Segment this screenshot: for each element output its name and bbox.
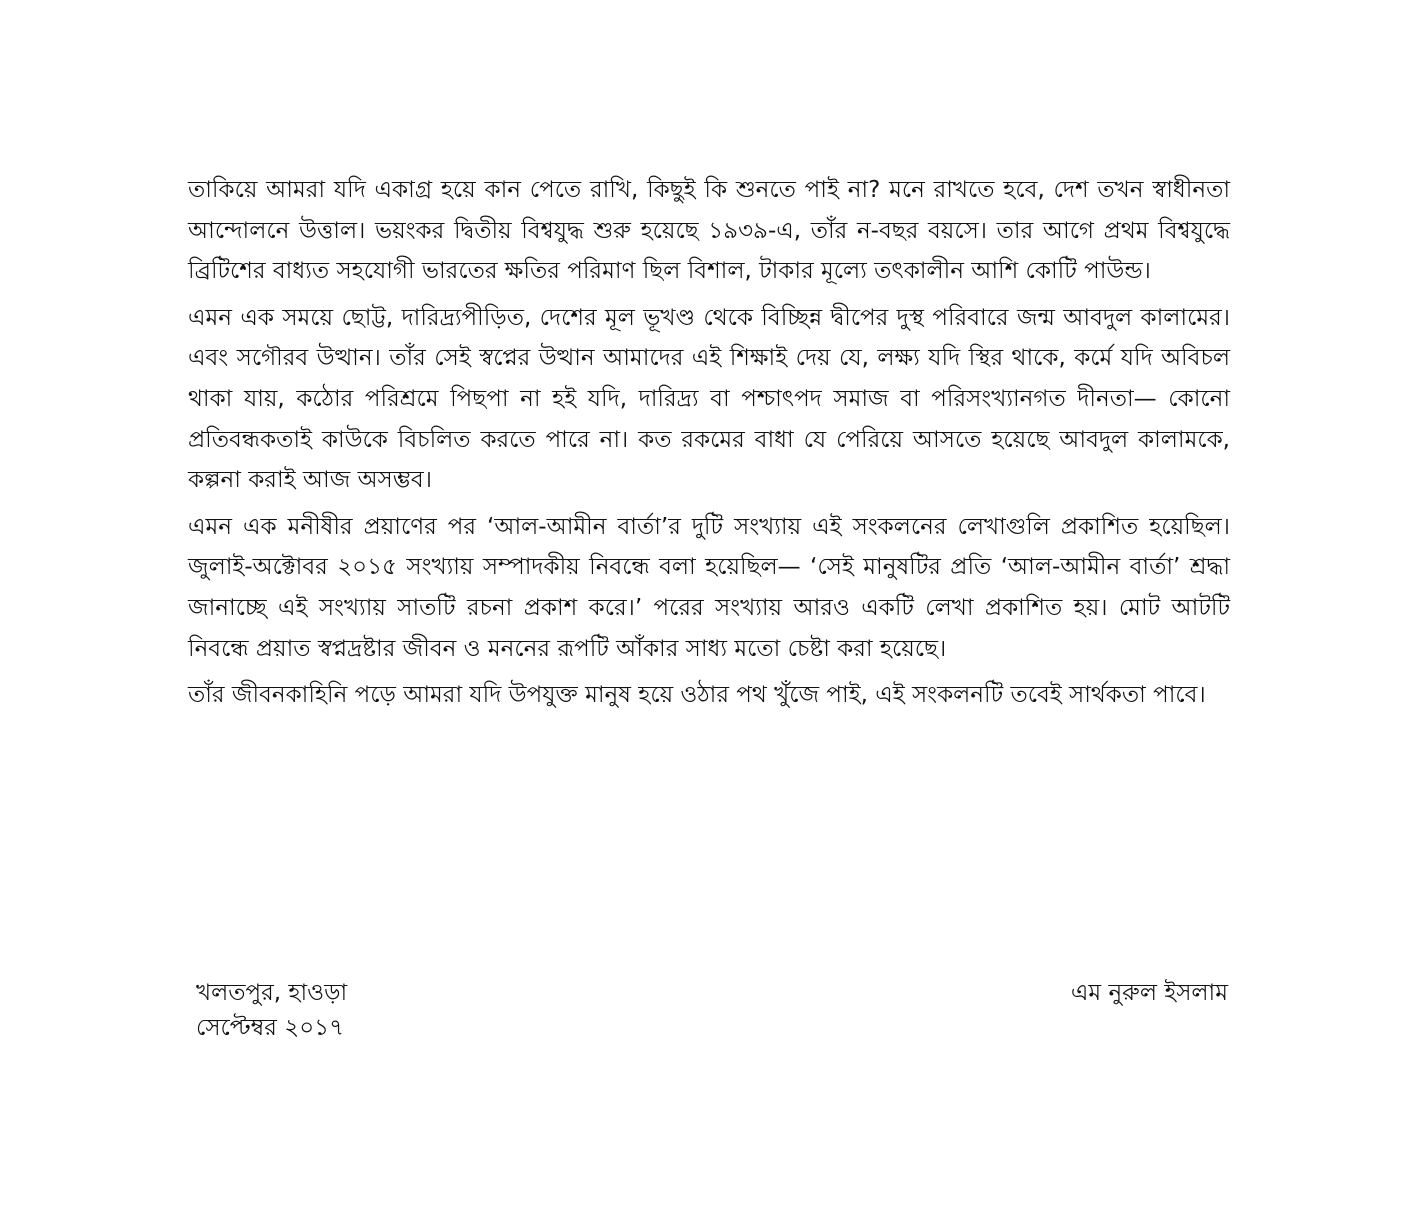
signoff-place-date bbox=[196, 976, 347, 1046]
paragraph-1: তাকিয়ে আমরা যদি একাগ্র হয়ে কান পেতে রাখি, কিছুই কি শুনতে পাই না? মনে রাখতে হবে, দেশ তখন স্বাধীনতা আন্দোলনে উত্তাল। ভয়ংকর দ্বিতীয় বিশ্বযুদ্ধ শুরু হয়েছে ১৯৩৯-এ, তাঁর ন-বছর বয়সে। তার আগে প্রথম বিশ্বযুদ্ধে ব্রিটিশের বাধ্যত সহযোগী ভারতের ক্ষতির পরিমাণ ছিল বিশাল, টাকার মূল্যে তৎকালীন আশি কোটি পাউন্ড। bbox=[188, 177, 1230, 285]
paragraph-4: তাঁর জীবনকাহিনি পড়ে আমরা যদি উপযুক্ত মানুষ হয়ে ওঠার পথ খুঁজে পাই, এই সংকলনটি তবেই সার্থকতা পাবে। bbox=[188, 682, 1206, 709]
paragraph-3: এমন এক মনীষীর প্রয়াণের পর ‘আল-আমীন বার্তা’র দুটি সংখ্যায় এই সংকলনের লেখাগুলি প্রকাশিত হয়েছিল। জুলাই-অক্টোবর ২০১৫ সংখ্যায় সম্পাদকীয় নিবন্ধে বলা হয়েছিল— ‘সেই মানুষটির প্রতি ‘আল-আমীন বার্তা’ শ্রদ্ধা জানাচ্ছে এই সংখ্যায় সাতটি রচনা প্রকাশ করে।’ পরের সংখ্যায় আরও একটি লেখা প্রকাশিত হয়। মোট আটটি নিবন্ধে প্রয়াত স্বপ্নদ্রষ্টার জীবন ও মননের রূপটি আঁকার সাধ্য মতো চেষ্টা করা হয়েছে। bbox=[188, 513, 1230, 662]
signoff-place: খলতপুর, হাওড়া bbox=[196, 980, 348, 1006]
signoff-date: সেপ্টেম্বর ২০১৭ bbox=[196, 1015, 345, 1041]
paragraph-2: এমন এক সময়ে ছোট্ট, দারিদ্র্যপীড়িত, দেশের মূল ভূখণ্ড থেকে বিচ্ছিন্ন দ্বীপের দুস্থ পরিবারে জন্ম আবদুল কালামের। এবং সগৌরব উত্থান। তাঁর সেই স্বপ্নের উত্থান আমাদের এই শিক্ষাই দেয় যে, লক্ষ্য যদি স্থির থাকে, কর্মে যদি অবিচল থাকা যায়, কঠোর পরিশ্রমে পিছপা না হই যদি, দারিদ্র্য বা পশ্চাৎপদ সমাজ বা পরিসংখ্যানগত দীনতা— কোনো প্রতিবন্ধকতাই কাউকে বিচলিত করতে পারে না। কত রকমের বাধা যে পেরিয়ে আসতে হয়েছে আবদুল কালামকে, কল্পনা করাই আজ অসম্ভব। bbox=[188, 304, 1230, 494]
body-text bbox=[188, 170, 1230, 722]
signoff-author: এম নুরুল ইসলাম bbox=[1070, 980, 1228, 1006]
